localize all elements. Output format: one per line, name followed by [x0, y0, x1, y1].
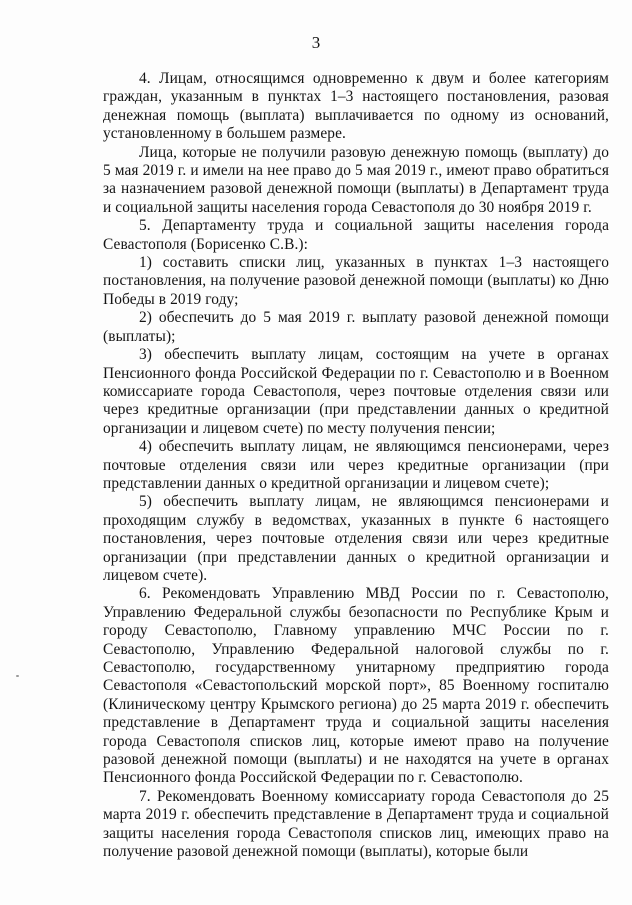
page-number: 3 [311, 33, 321, 52]
paragraph-5-item-4: 4) обеспечить выплату лицам, не являющимся пенсионерами, через почтовые отделения связи или через кредитные организации (при представлении данных о кредитной организации и лицевом счете); [103, 438, 609, 492]
paragraph-5-item-5: 5) обеспечить выплату лицам, не являющимся пенсионерами и проходящим службу в ведомствах, указанных в пункте 6 настоящего постановления, через почтовые отделения связи или через кредитные организации (при представлении данных о кредитной организации и лицевом счете). [103, 493, 609, 584]
paragraph-5-item-3: 3) обеспечить выплату лицам, состоящим на учете в органах Пенсионного фонда Российской Федерации по г. Севастополю и в Военном комиссариате города Севастополя, через почтовые отделения связи или через кредитные организации (при представлении данных о кредитной организации и лицевом счете) по месту получения пенсии; [103, 346, 609, 437]
document-body [103, 70, 609, 861]
paragraph-7: 7. Рекомендовать Военному комиссариату города Севастополя до 25 марта 2019 г. обеспечить представление в Департамент труда и социальной защиты населения города Севастополя списков лиц, имеющих право на получение разовой денежной помощи (выплаты), которые были [103, 787, 609, 861]
paragraph-5-item-2: 2) обеспечить до 5 мая 2019 г. выплату разовой денежной помощи (выплаты); [103, 309, 609, 345]
paragraph-5: 5. Департаменту труда и социальной защиты населения города Севастополя (Борисенко С.В.): [103, 217, 609, 253]
paragraph-6: 6. Рекомендовать Управлению МВД России по г. Севастополю, Управлению Федеральной службы безопасности по Республике Крым и городу Севастополю, Главному управлению МЧС России по г. Севастополю, Управлению Федеральной налоговой службы по г. Севастополю, государственному унитарному предприятию города Севастополя «Севастопольский морской порт», 85 Военному госпиталю (Клиническому центру Крымского региона) до 25 марта 2019 г. обеспечить представление в Департамент труда и социальной защиты населения города Севастополя списков лиц, которые имеют право на получение разовой денежной помощи (выплаты) и не находятся на учете в органах Пенсионного фонда Российской Федерации по г. Севастополю. [103, 585, 609, 787]
paragraph-4: 4. Лицам, относящимся одновременно к двум и более категориям граждан, указанным в пунктах 1–3 настоящего постановления, разовая денежная помощь (выплата) выплачивается по одному из оснований, установленному в большем размере. [103, 70, 609, 143]
scan-speck [16, 675, 19, 677]
paragraph-4-deadline: Лица, которые не получили разовую денежную помощь (выплату) до 5 мая 2019 г. и имели на нее право до 5 мая 2019 г., имеют право обратиться за назначением разовой денежной помощи (выплаты) в Департамент труда и социальной защиты населения города Севастополя до 30 ноября 2019 г. [103, 143, 609, 216]
paragraph-5-item-1: 1) составить списки лиц, указанных в пунктах 1–3 настоящего постановления, на получение разовой денежной помощи (выплаты) ко Дню Победы в 2019 году; [103, 254, 609, 308]
